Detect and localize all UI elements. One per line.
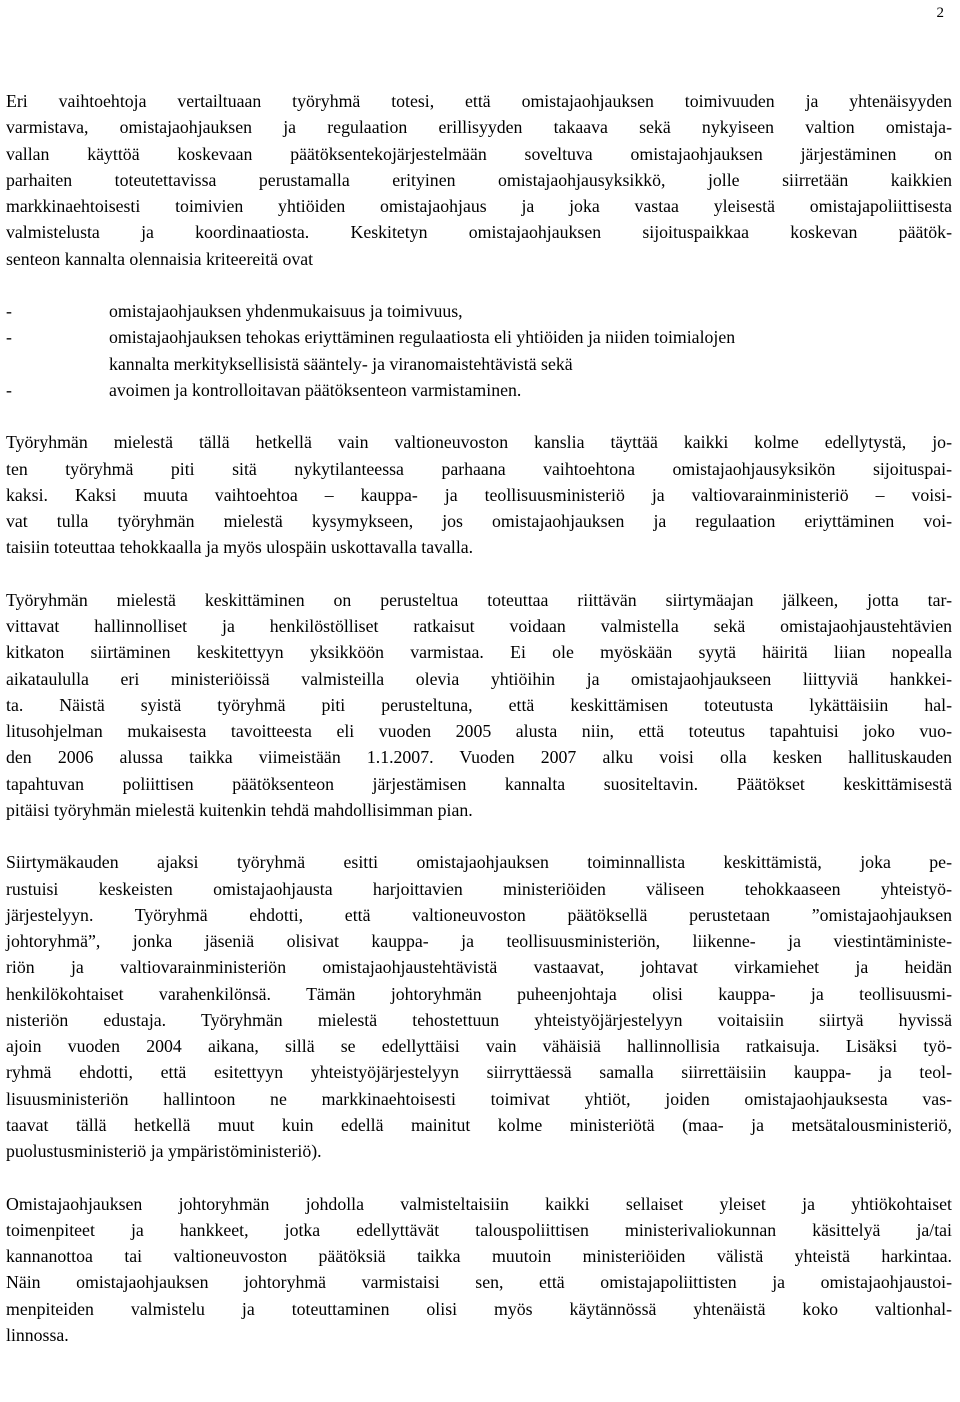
list-item-text: omistajaohjauksen yhdenmukaisuus ja toimivuus, xyxy=(109,301,463,321)
list-item-text: kannalta merkityksellisistä sääntely- ja viranomaistehtävistä sekä xyxy=(109,353,573,374)
text-line: Eri vaihtoehtoja vertailtuaan työryhmä totesi, että omistajaohjauksen toimivuuden ja yhtenäisyyden xyxy=(6,91,952,111)
text-line: johtoryhmä”, jonka jäseniä olisivat kauppa- ja teollisuusministeriön, liikenne- ja viestintäministe- xyxy=(6,931,952,951)
list-item-text: omistajaohjauksen tehokas eriyttäminen regulaatiosta eli yhtiöiden ja niiden toimialojen xyxy=(109,327,736,348)
text-line: aikataululla eri ministeriöissä valmisteilla olevia yhtiöihin ja omistajaohjaukseen liittyviä hankkei- xyxy=(6,668,952,689)
text-line: ta. Näistä syistä työryhmä piti perusteltuna, että keskittämisen toteutusta lykättäisiin hal- xyxy=(6,694,952,715)
text-line: toimenpiteet ja hankkeet, jotka edellyttävät talouspoliittisen ministerivaliokunnan käsittelyä ja/tai xyxy=(6,1219,952,1240)
text-line: kannanottoa tai valtioneuvoston päätöksiä taikka muutoin ministeriöiden välistä yhteistä harkintaa. xyxy=(6,1246,952,1266)
text-line: ryhmä ehdotti, että esitettyyn yhteistyöjärjestelyyn siirryttäessä samalla siirrettäisiin kauppa- ja teol- xyxy=(6,1062,952,1083)
text-line: puolustusministeriö ja ympäristöministeriö). xyxy=(6,1141,322,1161)
text-line: Siirtymäkauden ajaksi työryhmä esitti omistajaohjauksen toiminnallista keskittämistä, joka pe- xyxy=(6,852,952,873)
text-line: Työryhmän mielestä tällä hetkellä vain valtioneuvoston kanslia täyttää kaikki kolme edellytystä, jo- xyxy=(6,432,952,453)
page-number: 2 xyxy=(936,5,944,21)
text-line: järjestelyyn. Työryhmä ehdotti, että valtioneuvoston päätöksellä perustetaan ”omistajaohjauksen xyxy=(6,904,952,925)
list-item xyxy=(6,298,952,324)
text-line: markkinaehtoisesti toimivien yhtiöiden omistajaohjaus ja joka vastaa yleisestä omistajapoliittisesta xyxy=(6,196,952,216)
text-line: Työryhmän mielestä keskittäminen on perusteltua toteuttaa riittävän siirtymäajan jälkeen, jotta tar- xyxy=(6,589,952,610)
text-line: Näin omistajaohjauksen johtoryhmä varmistaisi sen, että omistajapoliittisten ja omistajaohjaustoi- xyxy=(6,1272,952,1293)
text-line: kaksi. Kaksi muuta vaihtoehtoa – kauppa- ja teollisuusministeriö ja valtiovarainministeriö – voisi- xyxy=(6,484,952,505)
list-item xyxy=(6,324,952,377)
paragraph-2 xyxy=(6,429,952,560)
text-line: menpiteiden valmistelu ja toteuttaminen olisi myös käytännössä yhtenäistä koko valtionhal- xyxy=(6,1298,952,1319)
text-line: ajoin vuoden 2004 aikana, sillä se edellyttäisi vain vähäisiä hallinnollisia ratkaisuja. Lisäksi työ- xyxy=(6,1036,952,1056)
text-line: senteon kannalta olennaisia kriteereitä ovat xyxy=(6,248,314,269)
text-line: vat tulla työryhmän mielestä kysymykseen, jos omistajaohjauksen ja regulaation eriyttäminen voi- xyxy=(6,511,952,531)
text-line: Omistajaohjauksen johtoryhmän johdolla valmisteltaisiin kaikki sellaiset yleiset ja yhtiökohtaiset xyxy=(6,1193,952,1214)
list-dash: - xyxy=(6,327,12,348)
text-line: lisuusministeriön hallintoon ne markkinaehtoisesti toimivat yhtiöt, joiden omistajaohjauksesta vas- xyxy=(6,1088,952,1109)
text-line: riön ja valtiovarainministeriön omistajaohjaustehtävistä vastaavat, johtavat virkamiehet ja heidän xyxy=(6,957,952,978)
text-line: rustuisi keskeisten omistajaohjausta harjoittavien ministeriöiden väliseen tehokkaaseen yhteistyö- xyxy=(6,878,952,899)
list-item xyxy=(6,377,952,403)
text-line: vittavat hallinnolliset ja henkilöstölliset ratkaisut voidaan valmistella sekä omistajaohjaustehtävien xyxy=(6,616,952,636)
list-item-text: avoimen ja kontrolloitavan päätöksenteon varmistaminen. xyxy=(109,379,522,400)
list-dash: - xyxy=(6,301,12,321)
paragraph-1 xyxy=(6,88,952,272)
text-line: pitäisi työryhmän mielestä kuitenkin tehdä mahdollisimman pian. xyxy=(6,799,473,820)
text-line: vallan käyttöä koskevaan päätöksentekojärjestelmään soveltuva omistajaohjauksen järjestäminen on xyxy=(6,143,952,164)
criteria-list xyxy=(6,298,952,403)
text-line: henkilökohtaiset varahenkilönsä. Tämän johtoryhmän puheenjohtaja olisi kauppa- ja teollisuusmi- xyxy=(6,983,952,1004)
paragraph-4 xyxy=(6,849,952,1164)
text-line: kitkaton siirtäminen keskitettyyn yksikköön varmistaa. Ei ole myöskään syytä häiritä liian nopealla xyxy=(6,642,952,663)
paragraph-5 xyxy=(6,1191,952,1349)
text-line: tapahtuvan poliittisen päätöksenteon järjestämisen kannalta suositeltavin. Päätökset keskittämisestä xyxy=(6,773,952,794)
text-line: litusohjelman mukaisesta tavoitteesta eli vuoden 2005 alusta niin, että toteutus tapahtuisi joko vuo- xyxy=(6,721,952,741)
text-line: valmistelusta ja koordinaatiosta. Keskitetyn omistajaohjauksen sijoituspaikkaa koskevan päätök- xyxy=(6,222,952,243)
text-line: linnossa. xyxy=(6,1324,69,1345)
list-dash: - xyxy=(6,379,12,400)
document-body xyxy=(6,88,952,1348)
text-line: taisiin toteuttaa tehokkaalla ja myös ulospäin uskottavalla tavalla. xyxy=(6,537,474,558)
text-line: varmistava, omistajaohjauksen ja regulaation erillisyyden takaava sekä nykyiseen valtion omistaja- xyxy=(6,117,952,138)
text-line: nisteriön edustaja. Työryhmän mielestä tehostettuun yhteistyöjärjestelyyn voitaisiin siirtyä hyvissä xyxy=(6,1009,952,1030)
text-line: taavat tällä hetkellä muut kuin edellä mainitut kolme ministeriötä (maa- ja metsätalousministeriö, xyxy=(6,1114,952,1135)
paragraph-3 xyxy=(6,587,952,823)
text-line: ten työryhmä piti sitä nykytilanteessa parhaana vaihtoehtona omistajaohjausyksikön sijoituspai- xyxy=(6,458,952,479)
text-line: den 2006 alussa taikka viimeistään 1.1.2007. Vuoden 2007 alku voisi olla kesken hallituskauden xyxy=(6,747,952,768)
text-line: parhaiten toteutettavissa perustamalla erityinen omistajaohjausyksikkö, jolle siirretään kaikkien xyxy=(6,169,952,190)
